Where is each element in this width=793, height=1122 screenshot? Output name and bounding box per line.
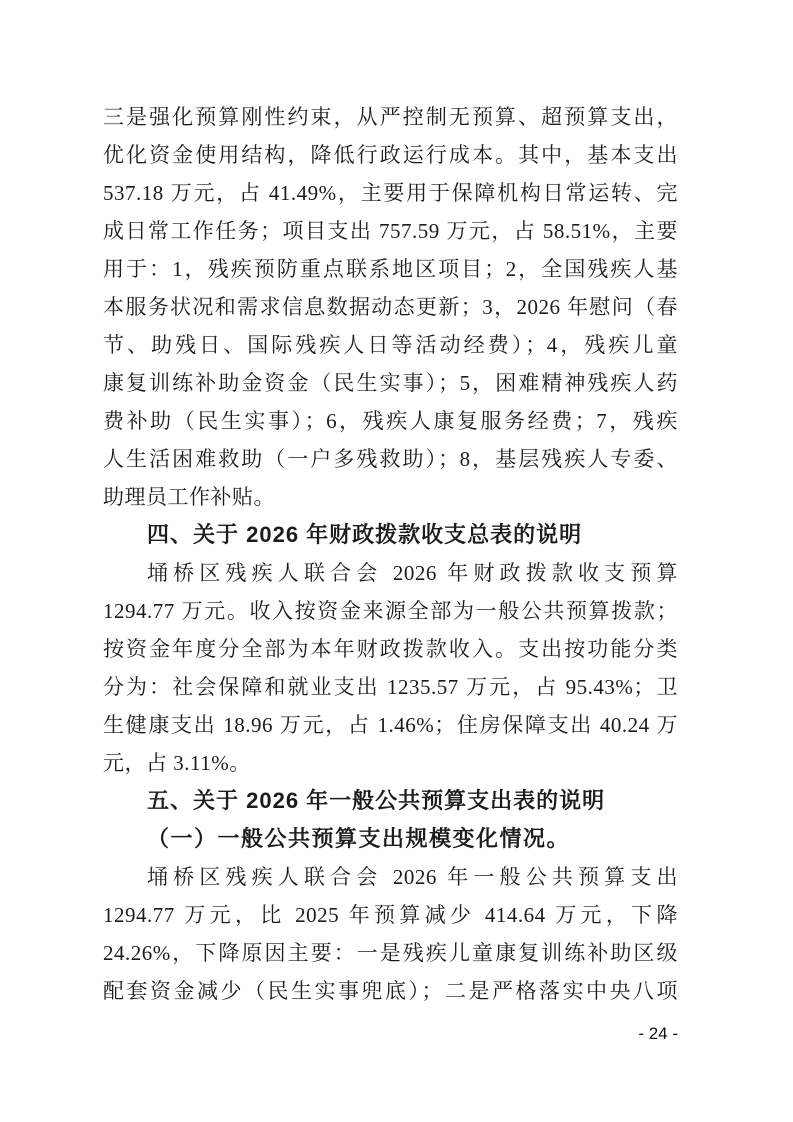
text-line: 24.26%，下降原因主要：一是残疾儿童康复训练补助区级	[103, 941, 678, 965]
document-text-block	[103, 98, 678, 1010]
text-line: 用于：1，残疾预防重点联系地区项目；2，全国残疾人基	[103, 257, 678, 281]
text-line: 康复训练补助金资金（民生实事）；5，困难精神残疾人药	[103, 371, 678, 395]
text-line: 1294.77 万元，比 2025 年预算减少 414.64 万元，下降	[103, 903, 678, 927]
text-line: 成日常工作任务；项目支出 757.59 万元，占 58.51%，主要	[103, 219, 678, 243]
text-line: 节、助残日、国际残疾人日等活动经费）；4，残疾儿童	[103, 333, 678, 357]
text-line: 费补助（民生实事）；6，残疾人康复服务经费；7，残疾	[103, 409, 678, 433]
section-heading: 五、关于 2026 年一般公共预算支出表的说明	[147, 788, 606, 813]
text-line: 人生活困难救助（一户多残救助）；8，基层残疾人专委、	[103, 447, 678, 471]
section-heading: 四、关于 2026 年财政拨款收支总表的说明	[147, 522, 583, 547]
text-line: 助理员工作补贴。	[103, 485, 275, 509]
text-line: 分为：社会保障和就业支出 1235.57 万元，占 95.43%；卫	[103, 675, 678, 699]
text-line: 本服务状况和需求信息数据动态更新；3，2026 年慰问（春	[103, 295, 678, 319]
text-line: 按资金年度分全部为本年财政拨款收入。支出按功能分类	[103, 637, 678, 661]
text-line: 埇桥区残疾人联合会 2026 年财政拨款收支预算	[147, 561, 678, 585]
text-line: 配套资金减少（民生实事兜底）；二是严格落实中央八项	[103, 979, 678, 1003]
text-line: 537.18 万元，占 41.49%，主要用于保障机构日常运转、完	[103, 181, 678, 205]
text-line: 三是强化预算刚性约束，从严控制无预算、超预算支出，	[103, 105, 678, 129]
text-line: 生健康支出 18.96 万元，占 1.46%；住房保障支出 40.24 万	[103, 713, 678, 737]
text-line: 1294.77 万元。收入按资金来源全部为一般公共预算拨款；	[103, 599, 678, 623]
subsection-heading: （一）一般公共预算支出规模变化情况。	[147, 826, 571, 851]
text-line: 优化资金使用结构，降低行政运行成本。其中，基本支出	[103, 143, 678, 167]
text-line: 元，占 3.11%。	[103, 751, 251, 775]
text-line: 埇桥区残疾人联合会 2026 年一般公共预算支出	[147, 865, 678, 889]
page-number: - 24 -	[638, 1024, 678, 1043]
